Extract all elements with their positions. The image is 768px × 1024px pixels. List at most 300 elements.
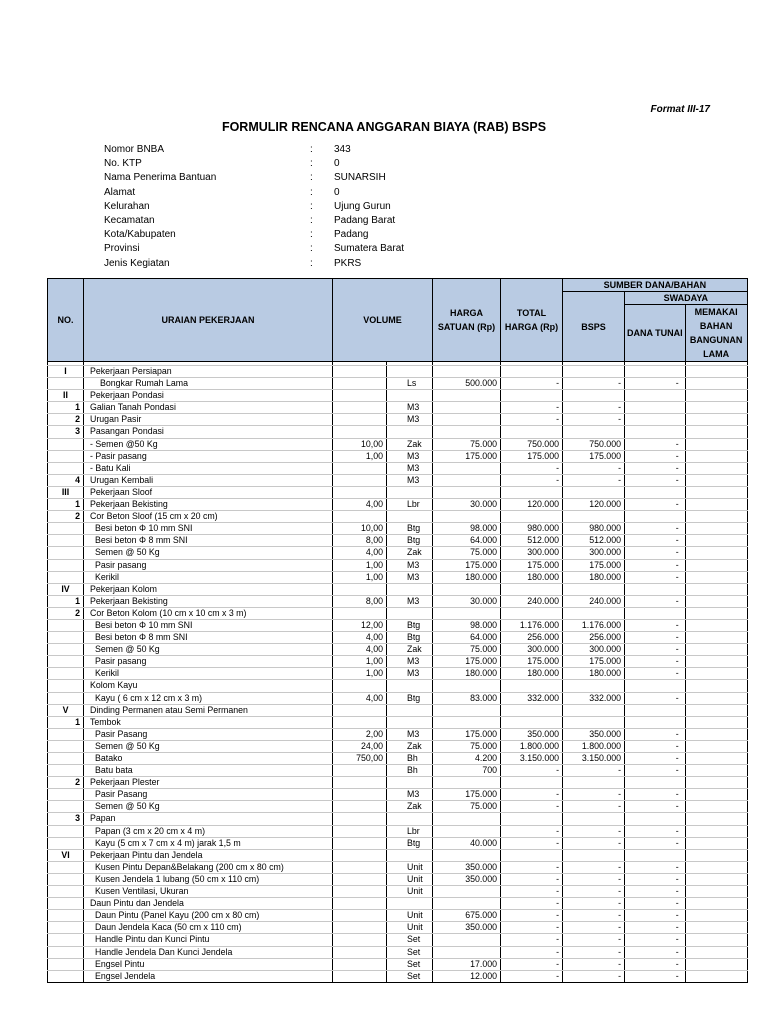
cell-harga-satuan: 75.000	[433, 740, 501, 752]
cell-total-harga	[501, 486, 563, 498]
info-label: Jenis Kegiatan	[104, 257, 170, 269]
cell-bsps	[563, 777, 625, 789]
cell-bsps: 1.800.000	[563, 740, 625, 752]
cell-bsps: 180.000	[563, 571, 625, 583]
cell-no: 2	[48, 414, 84, 426]
cell-volume: 1,00	[333, 450, 387, 462]
cell-total-harga	[501, 704, 563, 716]
cell-total-harga: -	[501, 861, 563, 873]
cell-uraian: Daun Pintu (Panel Kayu (200 cm x 80 cm)	[84, 910, 333, 922]
cell-memakai-bahan	[685, 765, 747, 777]
info-colon: :	[310, 257, 313, 269]
cell-bsps	[563, 390, 625, 402]
info-label: Kecamatan	[104, 214, 155, 226]
info-colon: :	[310, 243, 313, 255]
cell-memakai-bahan	[685, 861, 747, 873]
cell-no	[48, 837, 84, 849]
cell-no	[48, 378, 84, 390]
cell-bsps	[563, 704, 625, 716]
cell-bsps: -	[563, 958, 625, 970]
table-row	[48, 644, 748, 656]
cell-satuan	[387, 813, 433, 825]
cell-bsps: 980.000	[563, 523, 625, 535]
cell-harga-satuan	[433, 777, 501, 789]
cell-dana-tunai: -	[625, 535, 686, 547]
cell-total-harga: -	[501, 825, 563, 837]
cell-memakai-bahan	[685, 789, 747, 801]
cell-bsps: -	[563, 837, 625, 849]
cell-volume	[333, 511, 387, 523]
cell-dana-tunai: -	[625, 728, 686, 740]
cell-bsps	[563, 849, 625, 861]
info-row	[104, 157, 504, 171]
cell-harga-satuan: 350.000	[433, 861, 501, 873]
cell-uraian: Besi beton Φ 8 mm SNI	[84, 535, 333, 547]
cell-uraian: Dinding Permanen atau Semi Permanen	[84, 704, 333, 716]
cell-dana-tunai: -	[625, 765, 686, 777]
cell-dana-tunai	[625, 849, 686, 861]
cell-memakai-bahan	[685, 704, 747, 716]
cell-uraian: Pekerjaan Sloof	[84, 486, 333, 498]
cell-volume: 10,00	[333, 438, 387, 450]
info-label: Kelurahan	[104, 200, 150, 212]
cell-dana-tunai	[625, 426, 686, 438]
cell-no: II	[48, 390, 84, 402]
table-row	[48, 789, 748, 801]
table-row	[48, 740, 748, 752]
table-row	[48, 861, 748, 873]
cell-dana-tunai	[625, 402, 686, 414]
cell-volume	[333, 402, 387, 414]
table-row	[48, 898, 748, 910]
cell-dana-tunai: -	[625, 886, 686, 898]
cell-uraian: Daun Pintu dan Jendela	[84, 898, 333, 910]
cell-satuan	[387, 704, 433, 716]
cell-no	[48, 644, 84, 656]
cell-dana-tunai	[625, 414, 686, 426]
cell-bsps: -	[563, 873, 625, 885]
info-label: Provinsi	[104, 243, 140, 255]
cell-no: 4	[48, 474, 84, 486]
header-sumber-dana: SUMBER DANA/BAHAN	[563, 279, 748, 292]
table-row	[48, 849, 748, 861]
cell-total-harga	[501, 813, 563, 825]
cell-bsps: 175.000	[563, 656, 625, 668]
cell-memakai-bahan	[685, 910, 747, 922]
cell-uraian: Engsel Pintu	[84, 958, 333, 970]
cell-total-harga: 332.000	[501, 692, 563, 704]
cell-memakai-bahan	[685, 499, 747, 511]
cell-total-harga: 175.000	[501, 559, 563, 571]
table-row	[48, 390, 748, 402]
cell-volume	[333, 801, 387, 813]
cell-bsps	[563, 366, 625, 378]
cell-memakai-bahan	[685, 414, 747, 426]
table-row	[48, 450, 748, 462]
cell-memakai-bahan	[685, 595, 747, 607]
cell-harga-satuan: 180.000	[433, 668, 501, 680]
cell-satuan: Ls	[387, 378, 433, 390]
cell-dana-tunai: -	[625, 378, 686, 390]
cell-harga-satuan: 75.000	[433, 547, 501, 559]
cell-no	[48, 450, 84, 462]
cell-total-harga: 180.000	[501, 571, 563, 583]
cell-total-harga: -	[501, 414, 563, 426]
cell-memakai-bahan	[685, 740, 747, 752]
cell-satuan: M3	[387, 414, 433, 426]
cell-bsps	[563, 607, 625, 619]
info-colon: :	[310, 186, 313, 198]
cell-bsps: 512.000	[563, 535, 625, 547]
cell-satuan: M3	[387, 450, 433, 462]
cell-volume	[333, 946, 387, 958]
cell-volume	[333, 765, 387, 777]
cell-memakai-bahan	[685, 378, 747, 390]
cell-uraian: Pekerjaan Kolom	[84, 583, 333, 595]
cell-memakai-bahan	[685, 366, 747, 378]
cell-uraian: Cor Beton Kolom (10 cm x 10 cm x 3 m)	[84, 607, 333, 619]
info-label: No. KTP	[104, 158, 142, 170]
cell-memakai-bahan	[685, 680, 747, 692]
cell-memakai-bahan	[685, 450, 747, 462]
cell-dana-tunai	[625, 607, 686, 619]
table-row	[48, 486, 748, 498]
cell-volume	[333, 813, 387, 825]
cell-volume	[333, 970, 387, 982]
cell-harga-satuan	[433, 825, 501, 837]
cell-volume	[333, 825, 387, 837]
cell-memakai-bahan	[685, 958, 747, 970]
cell-memakai-bahan	[685, 402, 747, 414]
cell-harga-satuan	[433, 462, 501, 474]
cell-bsps: 350.000	[563, 728, 625, 740]
cell-memakai-bahan	[685, 559, 747, 571]
cell-dana-tunai: -	[625, 958, 686, 970]
header-memakai-bahan: MEMAKAI BAHAN BANGUNAN LAMA	[685, 305, 747, 362]
cell-uraian: Pasir pasang	[84, 559, 333, 571]
cell-dana-tunai: -	[625, 692, 686, 704]
table-row	[48, 656, 748, 668]
cell-uraian: Pekerjaan Bekisting	[84, 595, 333, 607]
info-label: Nama Penerima Bantuan	[104, 172, 217, 184]
cell-satuan: Unit	[387, 861, 433, 873]
table-row	[48, 462, 748, 474]
cell-satuan	[387, 511, 433, 523]
cell-volume: 10,00	[333, 523, 387, 535]
cell-uraian: Bongkar Rumah Lama	[84, 378, 333, 390]
info-row	[104, 171, 504, 185]
cell-dana-tunai: -	[625, 753, 686, 765]
cell-no	[48, 765, 84, 777]
cell-no	[48, 740, 84, 752]
info-value: Padang	[334, 229, 369, 241]
cell-dana-tunai	[625, 366, 686, 378]
table-row	[48, 511, 748, 523]
cell-dana-tunai: -	[625, 450, 686, 462]
cell-total-harga: -	[501, 462, 563, 474]
table-row	[48, 595, 748, 607]
cell-memakai-bahan	[685, 837, 747, 849]
cell-dana-tunai: -	[625, 571, 686, 583]
cell-volume	[333, 378, 387, 390]
cell-satuan: Set	[387, 934, 433, 946]
cell-volume	[333, 716, 387, 728]
cell-harga-satuan: 98.000	[433, 523, 501, 535]
cell-harga-satuan: 98.000	[433, 619, 501, 631]
cell-memakai-bahan	[685, 511, 747, 523]
header-dana-tunai: DANA TUNAI	[625, 305, 686, 362]
cell-satuan: M3	[387, 559, 433, 571]
cell-memakai-bahan	[685, 547, 747, 559]
cell-satuan: Unit	[387, 873, 433, 885]
table-row	[48, 922, 748, 934]
cell-volume	[333, 426, 387, 438]
cell-memakai-bahan	[685, 619, 747, 631]
cell-memakai-bahan	[685, 535, 747, 547]
cell-volume: 1,00	[333, 668, 387, 680]
cell-memakai-bahan	[685, 438, 747, 450]
info-value: 343	[334, 144, 351, 155]
cell-satuan: M3	[387, 402, 433, 414]
cell-total-harga: 175.000	[501, 450, 563, 462]
cell-no	[48, 462, 84, 474]
cell-dana-tunai: -	[625, 595, 686, 607]
cell-uraian: Semen @ 50 Kg	[84, 547, 333, 559]
cell-memakai-bahan	[685, 922, 747, 934]
cell-no: V	[48, 704, 84, 716]
cell-uraian: Handle Pintu dan Kunci Pintu	[84, 934, 333, 946]
cell-satuan	[387, 366, 433, 378]
rab-table	[47, 278, 748, 983]
cell-bsps	[563, 680, 625, 692]
table-row	[48, 692, 748, 704]
cell-uraian: Kerikil	[84, 571, 333, 583]
cell-volume: 4,00	[333, 547, 387, 559]
cell-uraian: Pekerjaan Persiapan	[84, 366, 333, 378]
cell-satuan: Btg	[387, 523, 433, 535]
cell-total-harga: -	[501, 934, 563, 946]
cell-harga-satuan	[433, 426, 501, 438]
cell-harga-satuan	[433, 390, 501, 402]
info-row	[104, 186, 504, 200]
table-row	[48, 547, 748, 559]
cell-harga-satuan: 175.000	[433, 789, 501, 801]
cell-total-harga: 256.000	[501, 632, 563, 644]
cell-volume	[333, 934, 387, 946]
cell-dana-tunai: -	[625, 970, 686, 982]
cell-memakai-bahan	[685, 825, 747, 837]
cell-volume: 1,00	[333, 656, 387, 668]
cell-satuan: M3	[387, 656, 433, 668]
cell-no	[48, 728, 84, 740]
cell-uraian: Besi beton Φ 10 mm SNI	[84, 619, 333, 631]
cell-total-harga	[501, 511, 563, 523]
cell-no	[48, 934, 84, 946]
cell-satuan: Zak	[387, 644, 433, 656]
cell-dana-tunai: -	[625, 474, 686, 486]
cell-harga-satuan: 700	[433, 765, 501, 777]
cell-memakai-bahan	[685, 898, 747, 910]
cell-uraian: Pekerjaan Bekisting	[84, 499, 333, 511]
cell-total-harga	[501, 607, 563, 619]
cell-volume: 24,00	[333, 740, 387, 752]
info-value: Sumatera Barat	[334, 243, 405, 255]
cell-no	[48, 825, 84, 837]
cell-memakai-bahan	[685, 849, 747, 861]
table-row	[48, 426, 748, 438]
cell-total-harga: 980.000	[501, 523, 563, 535]
cell-no: VI	[48, 849, 84, 861]
cell-memakai-bahan	[685, 728, 747, 740]
cell-total-harga: 512.000	[501, 535, 563, 547]
cell-dana-tunai: -	[625, 837, 686, 849]
cell-no	[48, 958, 84, 970]
cell-bsps: -	[563, 789, 625, 801]
cell-satuan: Btg	[387, 692, 433, 704]
cell-bsps: -	[563, 462, 625, 474]
cell-volume	[333, 958, 387, 970]
table-row	[48, 559, 748, 571]
cell-satuan: Zak	[387, 547, 433, 559]
table-row	[48, 753, 748, 765]
cell-uraian: Galian Tanah Pondasi	[84, 402, 333, 414]
cell-harga-satuan	[433, 849, 501, 861]
cell-volume: 2,00	[333, 728, 387, 740]
cell-satuan: Zak	[387, 438, 433, 450]
cell-dana-tunai: -	[625, 922, 686, 934]
cell-satuan	[387, 390, 433, 402]
cell-volume	[333, 390, 387, 402]
table-row	[48, 438, 748, 450]
cell-bsps: 175.000	[563, 450, 625, 462]
cell-satuan: Btg	[387, 535, 433, 547]
info-row	[104, 143, 504, 157]
cell-volume	[333, 849, 387, 861]
cell-no: 2	[48, 511, 84, 523]
info-value: Ujung Gurun	[334, 200, 391, 212]
table-row	[48, 402, 748, 414]
cell-no	[48, 922, 84, 934]
format-label: Format III-17	[650, 104, 710, 115]
cell-satuan	[387, 583, 433, 595]
cell-satuan	[387, 849, 433, 861]
table-row	[48, 571, 748, 583]
cell-memakai-bahan	[685, 716, 747, 728]
cell-harga-satuan: 12.000	[433, 970, 501, 982]
cell-no: 3	[48, 813, 84, 825]
cell-bsps: 300.000	[563, 644, 625, 656]
cell-total-harga: 1.800.000	[501, 740, 563, 752]
info-row	[104, 228, 504, 242]
info-row	[104, 200, 504, 214]
cell-uraian: Tembok	[84, 716, 333, 728]
cell-memakai-bahan	[685, 523, 747, 535]
cell-dana-tunai	[625, 583, 686, 595]
cell-uraian: Engsel Jendela	[84, 970, 333, 982]
cell-harga-satuan	[433, 813, 501, 825]
cell-satuan: Btg	[387, 632, 433, 644]
header-volume: VOLUME	[333, 279, 433, 362]
cell-satuan	[387, 486, 433, 498]
cell-memakai-bahan	[685, 474, 747, 486]
cell-volume	[333, 486, 387, 498]
table-row	[48, 813, 748, 825]
cell-total-harga: -	[501, 378, 563, 390]
cell-no	[48, 656, 84, 668]
table-row	[48, 886, 748, 898]
cell-uraian: Pasir Pasang	[84, 789, 333, 801]
cell-uraian: Batako	[84, 753, 333, 765]
cell-harga-satuan	[433, 414, 501, 426]
cell-no: 2	[48, 607, 84, 619]
cell-volume	[333, 873, 387, 885]
cell-uraian: Batu bata	[84, 765, 333, 777]
cell-total-harga	[501, 390, 563, 402]
cell-uraian: Pekerjaan Pintu dan Jendela	[84, 849, 333, 861]
cell-dana-tunai	[625, 704, 686, 716]
cell-uraian: Daun Jendela Kaca (50 cm x 110 cm)	[84, 922, 333, 934]
cell-satuan: Bh	[387, 765, 433, 777]
cell-dana-tunai: -	[625, 668, 686, 680]
cell-uraian: - Pasir pasang	[84, 450, 333, 462]
table-row	[48, 414, 748, 426]
cell-volume	[333, 789, 387, 801]
cell-no: 1	[48, 595, 84, 607]
cell-harga-satuan	[433, 607, 501, 619]
cell-total-harga: 180.000	[501, 668, 563, 680]
cell-no: I	[48, 366, 84, 378]
cell-dana-tunai: -	[625, 740, 686, 752]
table-row	[48, 728, 748, 740]
cell-dana-tunai	[625, 777, 686, 789]
table-row	[48, 619, 748, 631]
cell-no: 3	[48, 426, 84, 438]
cell-satuan: Set	[387, 970, 433, 982]
cell-uraian: Kusen Jendela 1 lubang (50 cm x 110 cm)	[84, 873, 333, 885]
cell-dana-tunai: -	[625, 656, 686, 668]
cell-total-harga	[501, 777, 563, 789]
cell-dana-tunai: -	[625, 946, 686, 958]
cell-memakai-bahan	[685, 753, 747, 765]
cell-harga-satuan: 175.000	[433, 656, 501, 668]
info-colon: :	[310, 200, 313, 212]
cell-satuan	[387, 607, 433, 619]
cell-bsps	[563, 426, 625, 438]
cell-satuan: M3	[387, 595, 433, 607]
cell-harga-satuan	[433, 886, 501, 898]
cell-bsps: 180.000	[563, 668, 625, 680]
cell-harga-satuan: 75.000	[433, 644, 501, 656]
cell-total-harga: -	[501, 886, 563, 898]
cell-volume	[333, 462, 387, 474]
info-value: Padang Barat	[334, 214, 396, 226]
cell-total-harga: -	[501, 958, 563, 970]
recipient-info	[104, 143, 504, 271]
cell-harga-satuan: 40.000	[433, 837, 501, 849]
cell-volume: 4,00	[333, 692, 387, 704]
cell-volume	[333, 414, 387, 426]
cell-total-harga: 3.150.000	[501, 753, 563, 765]
table-row	[48, 765, 748, 777]
cell-total-harga: 175.000	[501, 656, 563, 668]
cell-uraian: Semen @ 50 Kg	[84, 801, 333, 813]
cell-uraian: Handle Jendela Dan Kunci Jendela	[84, 946, 333, 958]
header-harga-satuan: HARGA SATUAN (Rp)	[433, 279, 501, 362]
cell-uraian: Semen @ 50 Kg	[84, 644, 333, 656]
table-row	[48, 777, 748, 789]
cell-bsps: -	[563, 910, 625, 922]
cell-uraian: Besi beton Φ 8 mm SNI	[84, 632, 333, 644]
